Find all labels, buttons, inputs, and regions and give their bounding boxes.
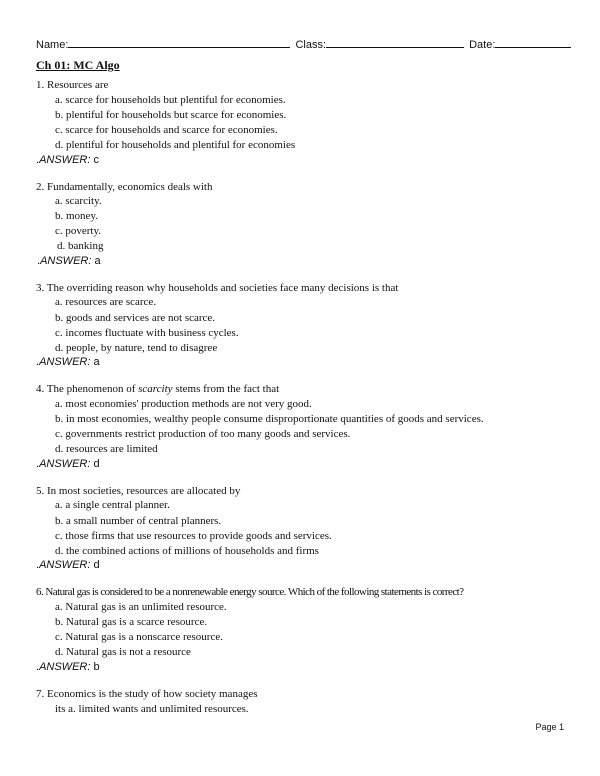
question-1-option-c: c. scarce for households and scarce for economies. [55, 124, 278, 136]
header-fields [36, 36, 566, 51]
page-number: Page 1 [535, 722, 564, 732]
question-4-answer: .ANSWER: d [36, 458, 100, 470]
question-6-option-a: a. Natural gas is an unlimited resource. [55, 601, 227, 613]
question-7-stem: 7. Economics is the study of how society manages [36, 688, 258, 700]
question-1-answer: .ANSWER: c [36, 154, 99, 166]
question-5-option-a: a. a single central planner. [55, 499, 170, 511]
question-5-answer: .ANSWER: d [36, 559, 100, 571]
question-1-stem: 1. Resources are [36, 79, 109, 91]
question-3-answer: .ANSWER: a [36, 356, 100, 368]
answer-value: b [93, 661, 100, 673]
question-5-option-c: c. those firms that use resources to provide goods and services. [55, 530, 332, 542]
question-1-option-b: b. plentiful for households but scarce for economies. [55, 109, 287, 121]
answer-value: c [93, 154, 99, 166]
question-2-option-c: c. poverty. [55, 225, 102, 237]
question-4-option-a: a. most economies' production methods are not very good. [55, 398, 312, 410]
question-2-option-a: a. scarcity. [55, 195, 102, 207]
question-5-stem: 5. In most societies, resources are allocated by [36, 485, 241, 497]
question-6-option-c: c. Natural gas is a nonscarce resource. [55, 631, 223, 643]
question-4-option-c: c. governments restrict production of too many goods and services. [55, 428, 351, 440]
question-1-option-a: a. scarce for households but plentiful for economies. [55, 94, 286, 106]
name-field[interactable] [68, 36, 290, 48]
question-2-stem: 2. Fundamentally, economics deals with [36, 181, 213, 193]
question-2-answer: .ANSWER: a [37, 255, 101, 267]
question-4-option-d: d. resources are limited [55, 443, 158, 455]
question-2-option-d: d. banking [57, 240, 104, 252]
question-6-option-d: d. Natural gas is not a resource [55, 646, 191, 658]
answer-value: d [93, 458, 100, 470]
question-7-option-a: its a. limited wants and unlimited resources. [55, 703, 249, 715]
answer-value: a [93, 356, 100, 368]
name-label: Name: [36, 39, 69, 51]
question-5-option-d: d. the combined actions of millions of households and firms [55, 545, 319, 557]
question-3-option-d: d. people, by nature, tend to disagree [55, 342, 218, 354]
question-4-stem: 4. The phenomenon of scarcity stems from the fact that [36, 383, 280, 395]
question-3-option-a: a. resources are scarce. [55, 296, 157, 308]
page-title: Ch 01: MC Algo [36, 58, 120, 72]
question-6-stem: 6. Natural gas is considered to be a nonrenewable energy source. Which of the following statements is correct? [36, 586, 464, 598]
answer-value: a [94, 255, 101, 267]
question-4-option-b: b. in most economies, wealthy people consume disproportionate quantities of goods and services. [55, 413, 484, 425]
question-3-stem: 3. The overriding reason why households and societies face many decisions is that [36, 282, 399, 294]
question-3-option-c: c. incomes fluctuate with business cycles. [55, 327, 239, 339]
question-6-answer: .ANSWER: b [36, 661, 100, 673]
italic-term: scarcity [138, 383, 173, 395]
answer-value: d [93, 559, 100, 571]
question-2-option-b: b. money. [55, 210, 98, 222]
question-3-option-b: b. goods and services are not scarce. [55, 312, 216, 324]
date-label: Date: [469, 39, 496, 51]
question-1-option-d: d. plentiful for households and plentiful for economies [55, 139, 296, 151]
question-5-option-b: b. a small number of central planners. [55, 515, 222, 527]
class-label: Class: [295, 39, 327, 51]
class-field[interactable] [326, 36, 464, 48]
question-6-option-b: b. Natural gas is a scarce resource. [55, 616, 208, 628]
date-field[interactable] [495, 36, 571, 48]
